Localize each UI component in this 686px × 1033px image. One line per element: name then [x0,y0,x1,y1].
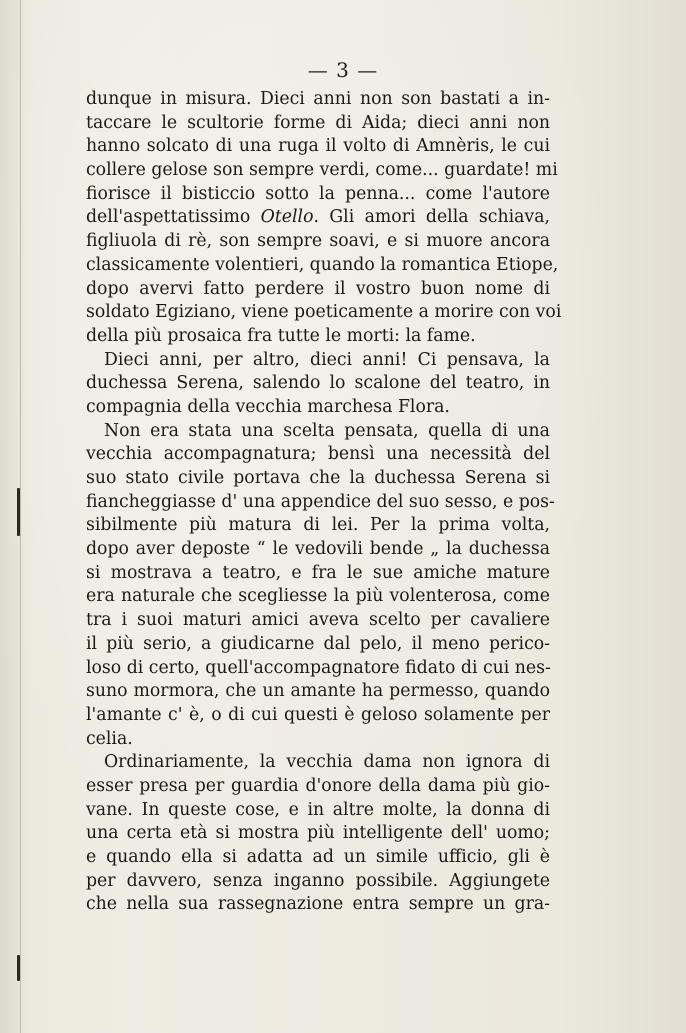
page-binding-edge [20,0,21,1033]
text-line: classicamente volentieri, quando la romantica Etiope, [86,254,559,275]
text-line: Dieci anni, per altro, dieci anni! Ci pensava, la [104,349,550,370]
text-line: hanno solcato di una ruga il volto di Amnèris, le cui [86,136,550,157]
margin-ink-mark [17,488,20,536]
text-line: compagnia della vecchia marchesa Flora. [86,396,450,417]
text-line: loso di certo, quell'accompagnatore fidato di cui nes- [86,657,551,678]
text-line: suno mormora, che un amante ha permesso, quando [86,681,550,702]
paragraph [86,349,550,420]
text-line: figliuola di rè, son sempre soavi, e si muore ancora [86,231,550,252]
text-line: dell'aspettatissimo Otello. Gli amori della schiava, [86,207,550,228]
text-line: e quando ella si adatta ad un simile ufficio, gli è [86,847,550,867]
text-line: una certa età si mostra più intelligente dell' uomo; [86,823,550,844]
text-line: taccare le scultorie forme di Aida; dieci anni non [86,112,550,133]
text-line: celia. [86,728,133,749]
text-line: il più serio, a giudicarne dal pelo, il meno perico- [86,633,550,654]
text-line: dopo aver deposte “ le vedovili bende „ la duchessa [86,539,550,560]
text-line: Non era stata una scelta pensata, quella di una [104,420,550,441]
body-text [86,88,562,917]
text-line: collere gelose son sempre verdi, come... guardate! mi [86,160,558,181]
text-line: vecchia accompagnatura; bensì una necessità del [86,444,550,465]
paragraph [86,751,550,917]
page-number: — 3 — [307,58,379,82]
text-line: era naturale che scegliesse la più volenterosa, come [86,586,550,607]
text-line: che nella sua rassegnazione entra sempre un gra- [86,894,550,915]
italic-title: Otello [260,207,314,228]
margin-ink-mark [17,955,20,981]
paragraph [86,88,562,349]
text-line: duchessa Serena, salendo lo scalone del teatro, in [86,373,550,394]
text-line: soldato Egiziano, viene poeticamente a morire con voi [86,302,562,323]
text-line: fiorisce il bisticcio sotto la penna... come l'autore [86,183,550,204]
text-line: vane. In queste cose, e in altre molte, la donna di [86,799,550,820]
text-line: fiancheggiasse d' una appendice del suo sesso, e pos- [86,491,555,512]
text-line: Ordinariamente, la vecchia dama non ignora di [104,752,550,773]
text-line: suo stato civile portava che la duchessa Serena si [86,468,550,488]
text-line: esser presa per guardia d'onore della dama più gio- [86,775,550,796]
text-line: dunque in misura. Dieci anni non son bastati a in- [86,89,550,109]
text-line: per davvero, senza inganno possibile. Aggiungete [86,870,550,891]
text-line: si mostrava a teatro, e fra le sue amiche mature [86,562,550,583]
paragraph [86,420,555,752]
text-line: della più prosaica fra tutte le morti: la fame. [86,325,476,346]
text-line: sibilmente più matura di lei. Per la prima volta, [86,515,550,536]
text-line: l'amante c' è, o di cui questi è geloso solamente per [86,704,550,725]
text-line: tra i suoi maturi amici aveva scelto per cavaliere [86,610,550,631]
text-line: dopo avervi fatto perdere il vostro buon nome di [86,278,550,299]
